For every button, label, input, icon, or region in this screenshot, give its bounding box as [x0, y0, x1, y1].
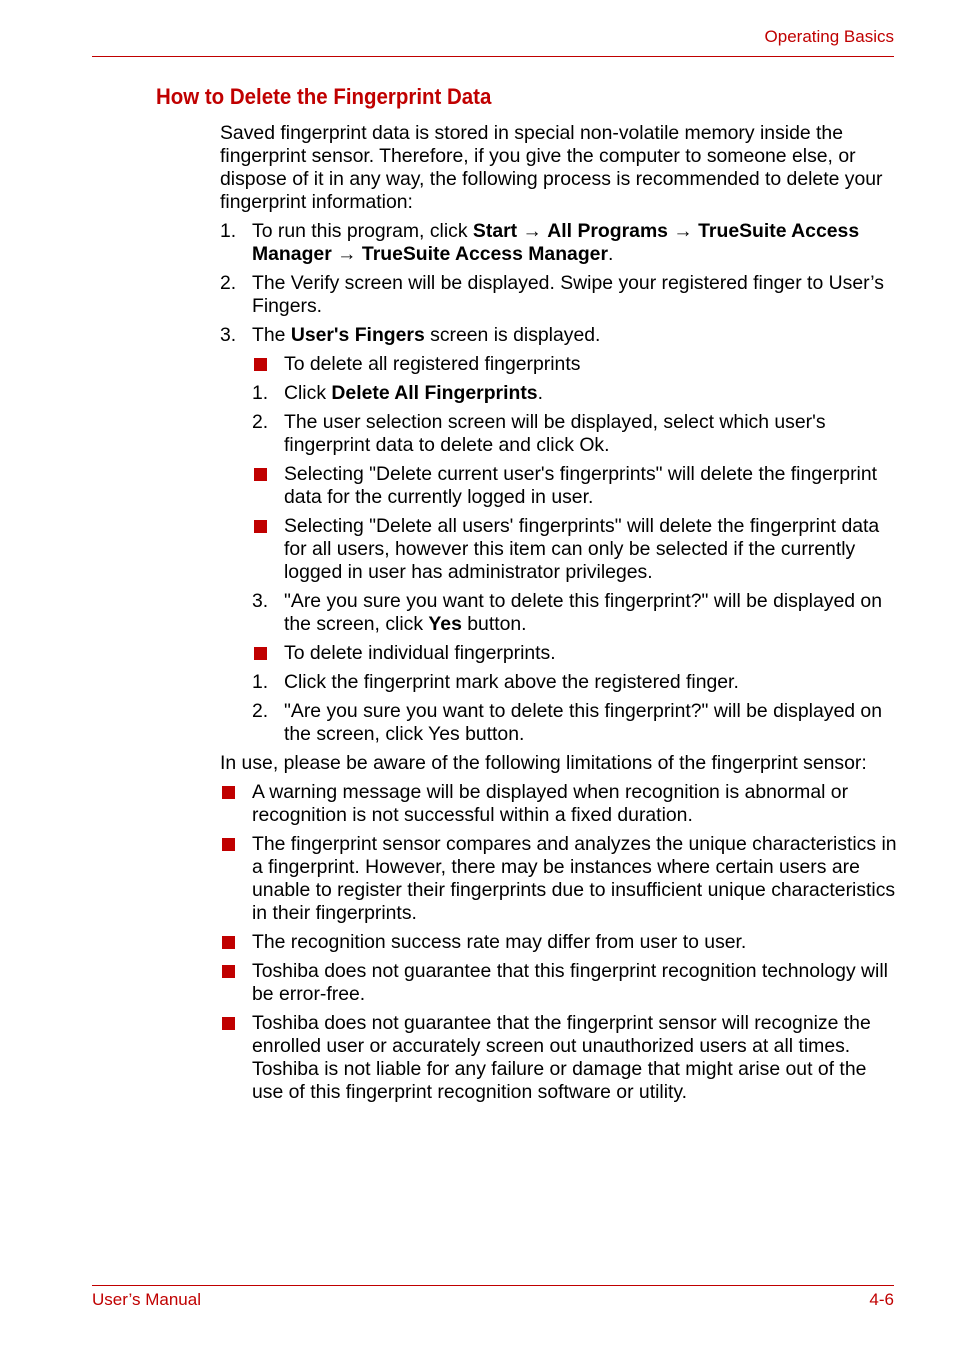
delete-individual-step-2	[220, 700, 900, 746]
limitation-3	[220, 931, 900, 954]
step-text-end: screen is displayed.	[424, 324, 601, 346]
bullet-square-icon	[254, 647, 267, 660]
bullet-text: To delete all registered fingerprints	[284, 353, 581, 375]
menu-start: Start	[472, 220, 518, 242]
bullet-text: Selecting "Delete current user's fingerprints" will delete the fingerprint data for the currently logged in user.	[284, 463, 878, 508]
button-name: Yes	[428, 613, 462, 635]
step-number: 3.	[220, 324, 237, 346]
footer-rule	[92, 1285, 894, 1286]
limitation-4	[220, 960, 900, 1006]
step-text: "Are you sure you want to delete this fingerprint?" will be displayed on the screen, click Yes button.	[284, 700, 882, 745]
bullet-delete-individual	[220, 642, 900, 665]
bullet-square-icon	[222, 936, 235, 949]
page-number: 4-6	[869, 1290, 894, 1309]
step-end: .	[608, 243, 614, 265]
step-text: The user selection screen will be displayed, select which user's fingerprint data to delete and click Ok.	[284, 411, 826, 456]
step-number: 1.	[220, 220, 237, 242]
bullet-text: The fingerprint sensor compares and analyzes the unique characteristics in a fingerprint. However, there may be instances where certain users are unable to register their fingerprints due to insufficient unique characteristics in their fingerprints.	[252, 833, 897, 924]
intro-paragraph: Saved fingerprint data is stored in special non-volatile memory inside the fingerprint sensor. Therefore, if you give the computer to someone else, or dispose of it in any way, the following process is recommended to delete your fingerprint information:	[220, 122, 883, 213]
limitation-5	[220, 1012, 900, 1104]
step-number: 2.	[252, 700, 269, 722]
bullet-square-icon	[254, 468, 267, 481]
bullet-delete-all-users	[220, 515, 900, 584]
menu-truesuite-app: TrueSuite Access Manager	[361, 243, 608, 265]
step-number: 1.	[252, 382, 269, 404]
bullet-text: Toshiba does not guarantee that this fingerprint recognition technology will be error-free.	[252, 960, 888, 1005]
step-number: 2.	[220, 272, 237, 294]
delete-all-step-1	[220, 382, 900, 405]
bullet-square-icon	[254, 520, 267, 533]
bullet-square-icon	[254, 358, 267, 371]
limitation-2	[220, 833, 900, 925]
bullet-delete-all	[220, 353, 900, 376]
bullet-square-icon	[222, 965, 235, 978]
delete-individual-step-1	[220, 671, 900, 694]
step-number: 3.	[252, 590, 269, 612]
running-header: Operating Basics	[764, 27, 894, 46]
limitations-intro: In use, please be aware of the following limitations of the fingerprint sensor:	[220, 752, 867, 774]
arrow-icon: →	[331, 243, 362, 265]
bullet-text: A warning message will be displayed when recognition is abnormal or recognition is not successful within a fixed duration.	[252, 781, 849, 826]
step-text: To run this program, click	[252, 220, 473, 242]
section-heading: How to Delete the Fingerprint Data	[156, 84, 492, 109]
step-text: Click the fingerprint mark above the registered finger.	[284, 671, 739, 693]
arrow-icon: →	[667, 220, 699, 242]
header-rule	[92, 56, 894, 57]
bullet-text: Selecting "Delete all users' fingerprints" will delete the fingerprint data for all users, however this item can only be selected if the currently logged in user has administrator privileges.	[284, 515, 880, 583]
limitation-1	[220, 781, 900, 827]
screen-name: User's Fingers	[290, 324, 425, 346]
delete-all-step-2	[220, 411, 900, 457]
delete-all-step-3	[220, 590, 900, 636]
step-text: Click	[284, 382, 332, 404]
menu-truesuite-folder: TrueSuite Access Manager	[252, 220, 860, 265]
bullet-square-icon	[222, 838, 235, 851]
body-content	[220, 122, 900, 1110]
bullet-text: The recognition success rate may differ from user to user.	[252, 931, 747, 953]
step-text-end: .	[537, 382, 543, 404]
step-3	[220, 324, 900, 347]
step-text: The Verify screen will be displayed. Swipe your registered finger to User’s Fingers.	[252, 272, 884, 317]
bullet-square-icon	[222, 1017, 235, 1030]
button-name: Delete All Fingerprints	[331, 382, 538, 404]
footer-manual-title: User’s Manual	[92, 1290, 201, 1309]
arrow-icon: →	[517, 220, 548, 242]
step-1	[220, 220, 900, 266]
bullet-text: Toshiba does not guarantee that the fingerprint sensor will recognize the enrolled user or accurately screen out unauthorized users at all times. Toshiba is not liable for any failure or damage that might arise out of the use of this fingerprint recognition software or utility.	[252, 1012, 871, 1103]
step-text-end: button.	[461, 613, 527, 635]
step-2	[220, 272, 900, 318]
menu-all-programs: All Programs	[547, 220, 668, 242]
step-text: "Are you sure you want to delete this fingerprint?" will be displayed on the screen, click	[284, 590, 882, 635]
step-number: 1.	[252, 671, 269, 693]
bullet-delete-current	[220, 463, 900, 509]
step-number: 2.	[252, 411, 269, 433]
bullet-text: To delete individual fingerprints.	[284, 642, 556, 664]
bullet-square-icon	[222, 786, 235, 799]
step-text: The	[252, 324, 291, 346]
